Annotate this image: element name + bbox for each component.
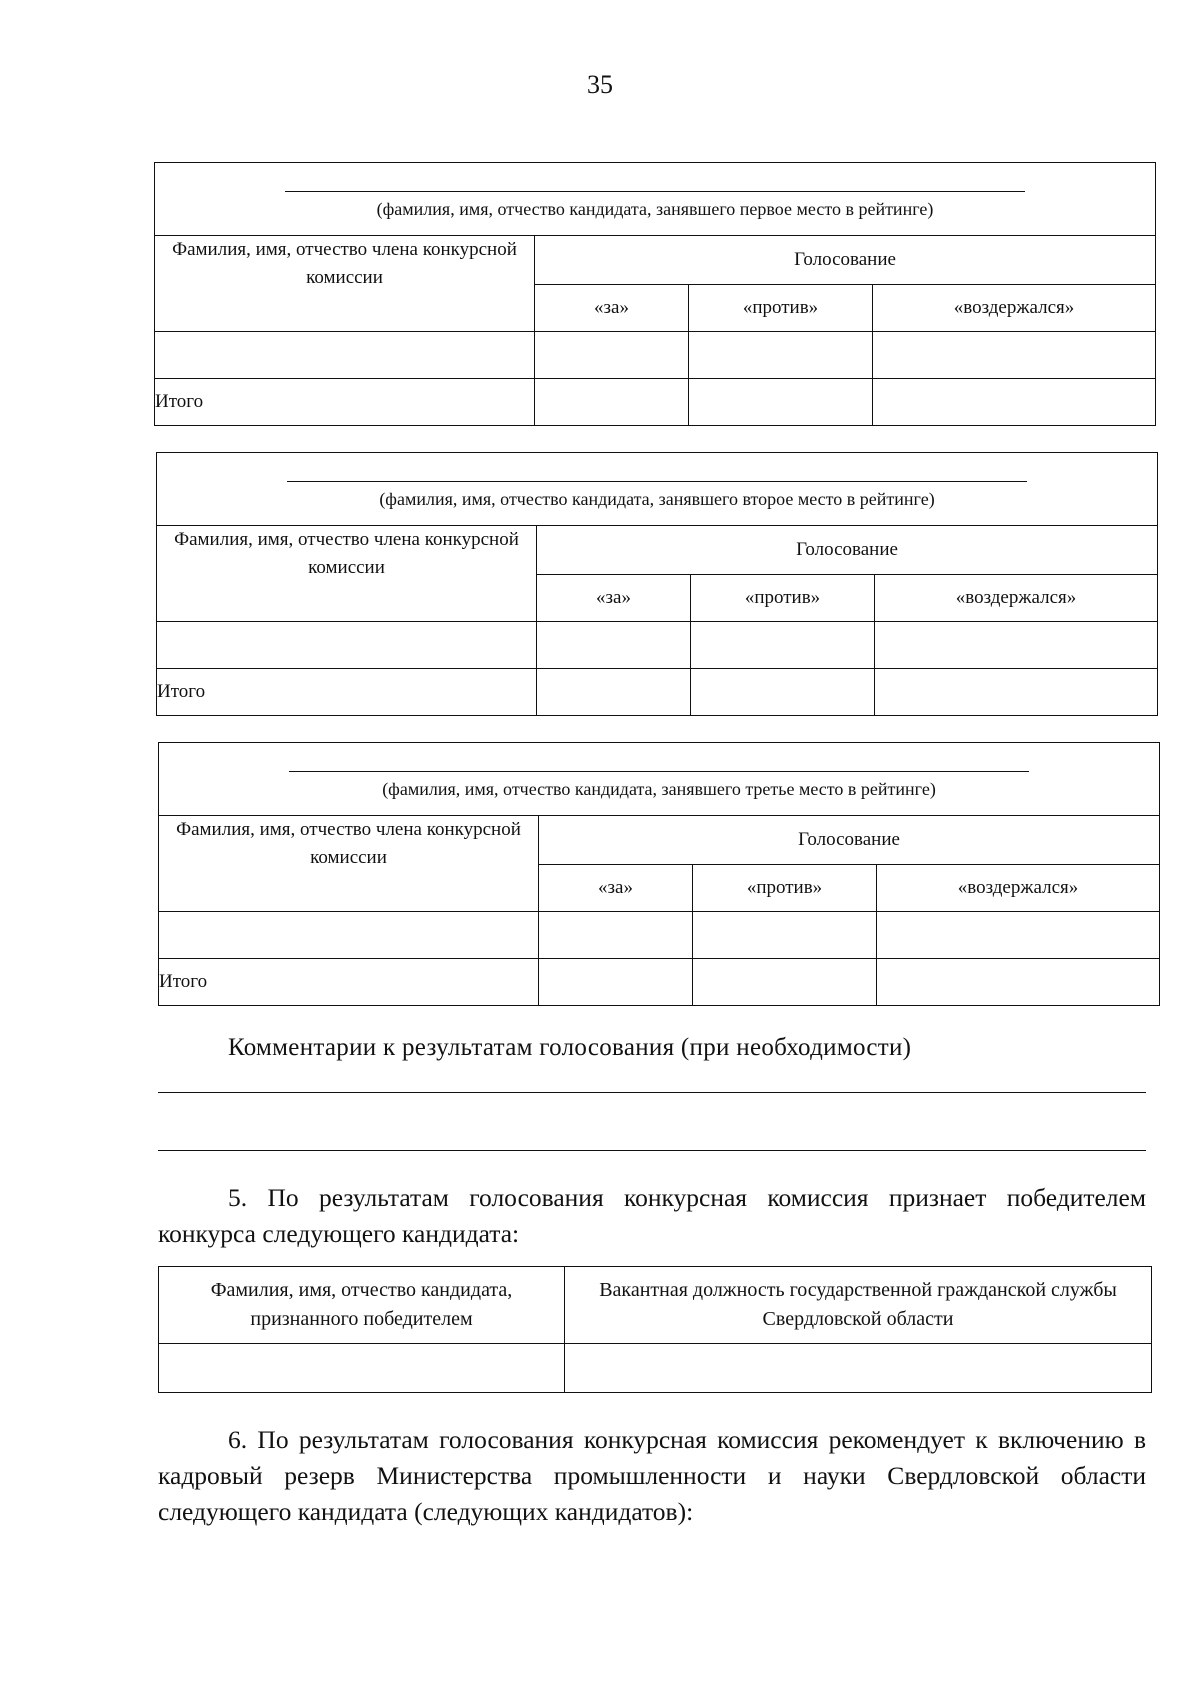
section-5-text: 5. По результатам голосования конкурсная комиссия признает победителем конкурса следующего кандидата: — [158, 1183, 1146, 1248]
total-for-cell[interactable] — [539, 959, 693, 1006]
member-name-cell[interactable] — [157, 622, 537, 669]
voting-header: Голосование — [537, 526, 1158, 575]
against-cell[interactable] — [689, 332, 873, 379]
total-label: Итого — [157, 669, 537, 716]
member-header: Фамилия, имя, отчество члена конкурсной комиссии — [155, 236, 535, 332]
candidate-caption: (фамилия, имя, отчество кандидата, занявшего первое место в рейтинге) — [376, 199, 934, 219]
member-header: Фамилия, имя, отчество члена конкурсной комиссии — [157, 526, 537, 622]
col-abstain: «воздержался» — [875, 575, 1158, 622]
abstain-cell[interactable] — [877, 912, 1160, 959]
candidate-name-cell — [157, 453, 1158, 526]
total-abstain-cell[interactable] — [873, 379, 1156, 426]
total-for-cell[interactable] — [537, 669, 691, 716]
section-5-paragraph — [158, 1180, 1146, 1252]
section-6-text: 6. По результатам голосования конкурсная комиссия рекомендует к включению в кадровый резерв Министерства промышленности и науки Свердловской области следующего кандидата (следующих кандидатов): — [158, 1425, 1146, 1526]
winner-name-header: Фамилия, имя, отчество кандидата, признанного победителем — [159, 1267, 565, 1344]
col-against: «против» — [691, 575, 875, 622]
total-row — [157, 669, 1158, 716]
col-abstain: «воздержался» — [873, 285, 1156, 332]
vacant-position-cell[interactable] — [565, 1344, 1152, 1393]
vote-table-first-place — [154, 162, 1156, 426]
for-cell[interactable] — [537, 622, 691, 669]
winner-table — [158, 1266, 1152, 1393]
member-header: Фамилия, имя, отчество члена конкурсной комиссии — [159, 816, 539, 912]
col-for: «за» — [535, 285, 689, 332]
against-cell[interactable] — [693, 912, 877, 959]
candidate-name-line — [285, 191, 1025, 192]
table-row — [159, 1344, 1152, 1393]
total-for-cell[interactable] — [535, 379, 689, 426]
vacant-position-header: Вакантная должность государственной гражданской службы Свердловской области — [565, 1267, 1152, 1344]
col-abstain: «воздержался» — [877, 865, 1160, 912]
total-label: Итого — [155, 379, 535, 426]
total-against-cell[interactable] — [693, 959, 877, 1006]
col-against: «против» — [689, 285, 873, 332]
col-against: «против» — [693, 865, 877, 912]
table-row — [157, 622, 1158, 669]
voting-header: Голосование — [535, 236, 1156, 285]
vote-table-second-place — [156, 452, 1158, 716]
comments-label: Комментарии к результатам голосования (при необходимости) — [228, 1034, 912, 1061]
total-abstain-cell[interactable] — [875, 669, 1158, 716]
total-against-cell[interactable] — [689, 379, 873, 426]
section-6-paragraph — [158, 1422, 1146, 1530]
table-row — [155, 332, 1156, 379]
candidate-name-cell — [159, 743, 1160, 816]
candidate-name-line — [287, 481, 1027, 482]
col-for: «за» — [539, 865, 693, 912]
total-against-cell[interactable] — [691, 669, 875, 716]
total-row — [159, 959, 1160, 1006]
table-row — [159, 912, 1160, 959]
member-name-cell[interactable] — [159, 912, 539, 959]
abstain-cell[interactable] — [873, 332, 1156, 379]
candidate-name-line — [289, 771, 1029, 772]
page-number: 35 — [587, 70, 613, 99]
total-row — [155, 379, 1156, 426]
col-for: «за» — [537, 575, 691, 622]
voting-header: Голосование — [539, 816, 1160, 865]
comments-line-1[interactable] — [158, 1092, 1146, 1093]
total-abstain-cell[interactable] — [877, 959, 1160, 1006]
candidate-name-cell — [155, 163, 1156, 236]
member-name-cell[interactable] — [155, 332, 535, 379]
abstain-cell[interactable] — [875, 622, 1158, 669]
comments-line-2[interactable] — [158, 1150, 1146, 1151]
candidate-caption: (фамилия, имя, отчество кандидата, занявшего второе место в рейтинге) — [379, 489, 935, 509]
for-cell[interactable] — [539, 912, 693, 959]
for-cell[interactable] — [535, 332, 689, 379]
winner-name-cell[interactable] — [159, 1344, 565, 1393]
total-label: Итого — [159, 959, 539, 1006]
vote-table-third-place — [158, 742, 1160, 1006]
against-cell[interactable] — [691, 622, 875, 669]
candidate-caption: (фамилия, имя, отчество кандидата, занявшего третье место в рейтинге) — [382, 779, 936, 799]
